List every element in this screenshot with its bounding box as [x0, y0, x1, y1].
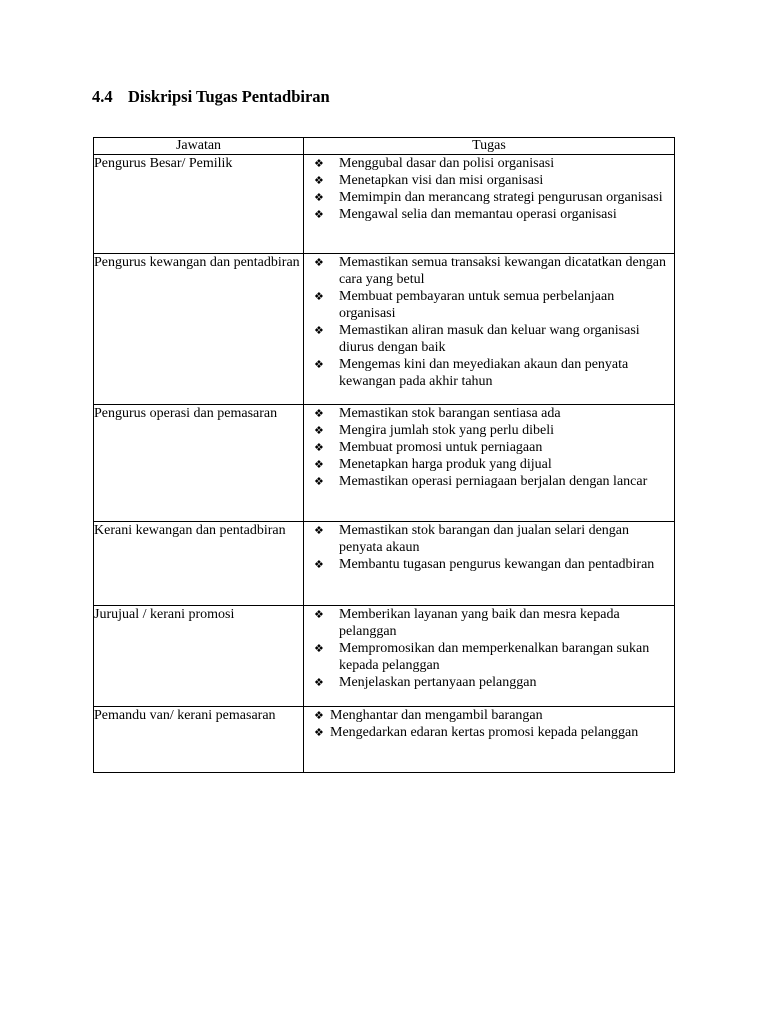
task-text: Menjelaskan pertanyaan pelanggan: [339, 675, 537, 690]
list-item: [304, 356, 674, 390]
list-item: [304, 405, 674, 422]
task-text: Mengemas kini dan meyediakan akaun dan penyata kewangan pada akhir tahun: [339, 357, 629, 389]
task-text: Memastikan operasi perniagaan berjalan dengan lancar: [339, 474, 648, 489]
task-text: Memastikan aliran masuk dan keluar wang organisasi diurus dengan baik: [339, 323, 640, 355]
table-row: [94, 707, 675, 773]
diamond-bullet-icon: ❖: [314, 407, 324, 420]
task-text: Mengedarkan edaran kertas promosi kepada pelanggan: [330, 725, 639, 740]
header-tugas: Tugas: [304, 138, 675, 155]
task-list: [304, 522, 674, 573]
task-text: Memimpin dan merancang strategi pengurusan organisasi: [339, 190, 663, 205]
diamond-bullet-icon: ❖: [314, 475, 324, 488]
diamond-bullet-icon: ❖: [314, 358, 324, 371]
section-heading: [92, 87, 330, 107]
list-item: [304, 172, 674, 189]
diamond-bullet-icon: ❖: [314, 157, 324, 170]
task-list: [304, 606, 674, 691]
diamond-bullet-icon: ❖: [314, 191, 324, 204]
task-text: Memastikan stok barangan sentiasa ada: [339, 406, 561, 421]
list-item: [304, 674, 674, 691]
diamond-bullet-icon: ❖: [314, 709, 324, 722]
table-row: [94, 606, 675, 707]
diamond-bullet-icon: ❖: [314, 458, 324, 471]
task-text: Membuat pembayaran untuk semua perbelanjaan organisasi: [339, 289, 615, 321]
list-item: [304, 724, 674, 741]
diamond-bullet-icon: ❖: [314, 726, 324, 739]
list-item: [304, 473, 674, 490]
table-row: [94, 522, 675, 606]
tugas-cell: [304, 405, 675, 522]
list-item: [304, 189, 674, 206]
diamond-bullet-icon: ❖: [314, 174, 324, 187]
task-text: Mempromosikan dan memperkenalkan barangan sukan kepada pelanggan: [339, 641, 650, 673]
jawatan-cell: Pengurus operasi dan pemasaran: [94, 405, 304, 522]
list-item: [304, 206, 674, 223]
list-item: [304, 439, 674, 456]
task-text: Menggubal dasar dan polisi organisasi: [339, 156, 555, 171]
list-item: [304, 456, 674, 473]
diamond-bullet-icon: ❖: [314, 208, 324, 221]
list-item: [304, 422, 674, 439]
list-item: [304, 707, 674, 724]
list-item: [304, 322, 674, 356]
task-text: Mengira jumlah stok yang perlu dibeli: [339, 423, 555, 438]
tugas-cell: [304, 254, 675, 405]
tugas-cell: [304, 606, 675, 707]
diamond-bullet-icon: ❖: [314, 642, 324, 655]
list-item: [304, 522, 674, 556]
table-header-row: [94, 138, 675, 155]
task-text: Menetapkan harga produk yang dijual: [339, 457, 552, 472]
task-text: Membuat promosi untuk perniagaan: [339, 440, 543, 455]
jawatan-cell: Kerani kewangan dan pentadbiran: [94, 522, 304, 606]
list-item: [304, 640, 674, 674]
task-list: [304, 254, 674, 390]
task-text: Memastikan semua transaksi kewangan dicatatkan dengan cara yang betul: [339, 255, 666, 287]
tugas-cell: [304, 707, 675, 773]
diamond-bullet-icon: ❖: [314, 290, 324, 303]
section-number: 4.4: [92, 87, 113, 106]
diamond-bullet-icon: ❖: [314, 558, 324, 571]
task-text: Mengawal selia dan memantau operasi organisasi: [339, 207, 617, 222]
diamond-bullet-icon: ❖: [314, 256, 324, 269]
list-item: [304, 556, 674, 573]
diamond-bullet-icon: ❖: [314, 676, 324, 689]
table-row: [94, 155, 675, 254]
table-row: [94, 405, 675, 522]
diamond-bullet-icon: ❖: [314, 441, 324, 454]
list-item: [304, 254, 674, 288]
section-title: Diskripsi Tugas Pentadbiran: [128, 87, 330, 106]
task-list: [304, 707, 674, 741]
diamond-bullet-icon: ❖: [314, 324, 324, 337]
diamond-bullet-icon: ❖: [314, 524, 324, 537]
jawatan-cell: Pengurus kewangan dan pentadbiran: [94, 254, 304, 405]
task-list: [304, 155, 674, 223]
jawatan-cell: Pemandu van/ kerani pemasaran: [94, 707, 304, 773]
task-text: Memastikan stok barangan dan jualan selari dengan penyata akaun: [339, 523, 630, 555]
table-row: [94, 254, 675, 405]
diamond-bullet-icon: ❖: [314, 424, 324, 437]
jawatan-cell: Jurujual / kerani promosi: [94, 606, 304, 707]
list-item: [304, 155, 674, 172]
task-list: [304, 405, 674, 490]
list-item: [304, 606, 674, 640]
tugas-cell: [304, 522, 675, 606]
task-text: Menghantar dan mengambil barangan: [330, 708, 543, 723]
list-item: [304, 288, 674, 322]
jawatan-cell: Pengurus Besar/ Pemilik: [94, 155, 304, 254]
task-text: Membantu tugasan pengurus kewangan dan pentadbiran: [339, 557, 655, 572]
diamond-bullet-icon: ❖: [314, 608, 324, 621]
task-text: Memberikan layanan yang baik dan mesra kepada pelanggan: [339, 607, 620, 639]
header-jawatan: Jawatan: [94, 138, 304, 155]
tugas-cell: [304, 155, 675, 254]
duties-table: [93, 137, 675, 773]
task-text: Menetapkan visi dan misi organisasi: [339, 173, 544, 188]
